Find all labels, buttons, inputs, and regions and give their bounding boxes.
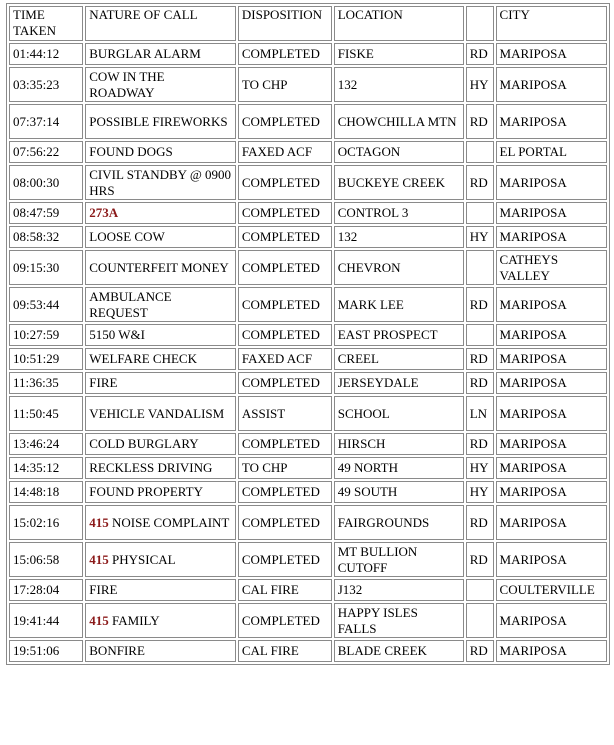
city-cell: COULTERVILLE	[496, 579, 607, 601]
city-cell: MARIPOSA	[496, 481, 607, 503]
nature-text: AMBULANCE REQUEST	[89, 288, 172, 320]
table-row	[9, 324, 607, 346]
nature-cell	[85, 505, 236, 540]
disposition-cell: COMPLETED	[238, 250, 332, 285]
nature-cell	[85, 141, 236, 163]
suffix-cell: RD	[466, 104, 494, 139]
city-cell: MARIPOSA	[496, 396, 607, 431]
nature-cell	[85, 324, 236, 346]
call-log	[6, 3, 610, 665]
call-code: 415	[89, 612, 109, 628]
location-cell: 132	[334, 226, 464, 248]
suffix-cell: RD	[466, 640, 494, 662]
suffix-cell: RD	[466, 372, 494, 394]
time-cell: 08:00:30	[9, 165, 83, 200]
nature-text: FAMILY	[112, 612, 160, 628]
table-row	[9, 348, 607, 370]
nature-text: BURGLAR ALARM	[89, 46, 201, 61]
table-row	[9, 640, 607, 662]
call-code: 415	[89, 551, 109, 567]
suffix-cell: RD	[466, 505, 494, 540]
city-cell: MARIPOSA	[496, 433, 607, 455]
nature-cell	[85, 542, 236, 577]
city-cell: MARIPOSA	[496, 457, 607, 479]
location-cell: CHOWCHILLA MTN	[334, 104, 464, 139]
suffix-cell	[466, 202, 494, 224]
time-cell: 10:51:29	[9, 348, 83, 370]
suffix-cell: RD	[466, 542, 494, 577]
location-cell: HIRSCH	[334, 433, 464, 455]
time-cell: 08:47:59	[9, 202, 83, 224]
nature-text: 5150 W&I	[89, 327, 145, 342]
table-row	[9, 226, 607, 248]
table-row	[9, 505, 607, 540]
nature-text: COUNTERFEIT MONEY	[89, 259, 229, 275]
nature-cell	[85, 396, 236, 431]
city-cell: EL PORTAL	[496, 141, 607, 163]
table-row	[9, 141, 607, 163]
location-cell: BLADE CREEK	[334, 640, 464, 662]
nature-text: FIRE	[89, 582, 118, 597]
header-time-taken: TIME TAKEN	[9, 6, 83, 41]
nature-cell	[85, 287, 236, 322]
city-cell: MARIPOSA	[496, 603, 607, 638]
time-cell: 09:53:44	[9, 287, 83, 322]
disposition-cell: CAL FIRE	[238, 640, 332, 662]
disposition-cell: COMPLETED	[238, 43, 332, 65]
nature-text: VEHICLE VANDALISM	[89, 405, 225, 421]
nature-cell	[85, 457, 236, 479]
nature-text: COLD BURGLARY	[89, 436, 199, 451]
time-cell: 09:15:30	[9, 250, 83, 285]
time-cell: 13:46:24	[9, 433, 83, 455]
time-cell: 01:44:12	[9, 43, 83, 65]
nature-cell	[85, 579, 236, 601]
time-cell: 19:41:44	[9, 603, 83, 638]
suffix-cell	[466, 324, 494, 346]
nature-text: LOOSE COW	[89, 229, 165, 244]
table-row	[9, 250, 607, 285]
suffix-cell: LN	[466, 396, 494, 431]
nature-text: BONFIRE	[89, 643, 145, 658]
header-row	[9, 6, 607, 41]
nature-cell	[85, 250, 236, 285]
location-cell: FISKE	[334, 43, 464, 65]
table-row	[9, 202, 607, 224]
city-cell: MARIPOSA	[496, 226, 607, 248]
city-cell: MARIPOSA	[496, 287, 607, 322]
suffix-cell: HY	[466, 457, 494, 479]
disposition-cell: CAL FIRE	[238, 579, 332, 601]
disposition-cell: COMPLETED	[238, 505, 332, 540]
time-cell: 11:50:45	[9, 396, 83, 431]
nature-text: CIVIL STANDBY @ 0900 HRS	[89, 166, 232, 198]
disposition-cell: COMPLETED	[238, 481, 332, 503]
nature-text: FOUND DOGS	[89, 144, 173, 159]
disposition-cell: COMPLETED	[238, 226, 332, 248]
suffix-cell: HY	[466, 481, 494, 503]
location-cell: CHEVRON	[334, 250, 464, 285]
nature-cell	[85, 433, 236, 455]
suffix-cell	[466, 141, 494, 163]
table-row	[9, 579, 607, 601]
table-row	[9, 67, 607, 102]
suffix-cell: HY	[466, 226, 494, 248]
nature-cell	[85, 43, 236, 65]
nature-cell	[85, 348, 236, 370]
nature-cell	[85, 165, 236, 200]
nature-text: RECKLESS DRIVING	[89, 460, 213, 475]
location-cell: CREEL	[334, 348, 464, 370]
disposition-cell: COMPLETED	[238, 287, 332, 322]
suffix-cell	[466, 579, 494, 601]
city-cell: MARIPOSA	[496, 542, 607, 577]
location-cell: FAIRGROUNDS	[334, 505, 464, 540]
location-cell: 49 SOUTH	[334, 481, 464, 503]
location-cell: MT BULLION CUTOFF	[334, 542, 464, 577]
table-row	[9, 104, 607, 139]
city-cell: MARIPOSA	[496, 324, 607, 346]
nature-text: PHYSICAL	[112, 551, 176, 567]
header-city: CITY	[496, 6, 607, 41]
header-suffix	[466, 6, 494, 41]
suffix-cell: RD	[466, 287, 494, 322]
city-cell: MARIPOSA	[496, 505, 607, 540]
disposition-cell: COMPLETED	[238, 603, 332, 638]
disposition-cell: FAXED ACF	[238, 141, 332, 163]
city-cell: MARIPOSA	[496, 640, 607, 662]
suffix-cell	[466, 250, 494, 285]
nature-cell	[85, 640, 236, 662]
header-nature-of-call: NATURE OF CALL	[85, 6, 236, 41]
call-log-table	[6, 3, 610, 665]
header-disposition: DISPOSITION	[238, 6, 332, 41]
nature-text: FIRE	[89, 375, 118, 390]
location-cell: HAPPY ISLES FALLS	[334, 603, 464, 638]
suffix-cell: HY	[466, 67, 494, 102]
city-cell: MARIPOSA	[496, 348, 607, 370]
table-row	[9, 396, 607, 431]
nature-cell	[85, 202, 236, 224]
time-cell: 07:37:14	[9, 104, 83, 139]
time-cell: 17:28:04	[9, 579, 83, 601]
city-cell: MARIPOSA	[496, 67, 607, 102]
disposition-cell: COMPLETED	[238, 433, 332, 455]
city-cell: MARIPOSA	[496, 372, 607, 394]
location-cell: CONTROL 3	[334, 202, 464, 224]
disposition-cell: TO CHP	[238, 67, 332, 102]
nature-text: WELFARE CHECK	[89, 351, 197, 366]
time-cell: 15:02:16	[9, 505, 83, 540]
city-cell: CATHEYS VALLEY	[496, 250, 607, 285]
suffix-cell: RD	[466, 43, 494, 65]
call-code: 415	[89, 514, 109, 530]
table-row	[9, 287, 607, 322]
nature-text: FOUND PROPERTY	[89, 484, 203, 499]
suffix-cell	[466, 603, 494, 638]
location-cell: OCTAGON	[334, 141, 464, 163]
location-cell: J132	[334, 579, 464, 601]
time-cell: 08:58:32	[9, 226, 83, 248]
nature-cell	[85, 67, 236, 102]
table-row	[9, 165, 607, 200]
location-cell: SCHOOL	[334, 396, 464, 431]
city-cell: MARIPOSA	[496, 202, 607, 224]
time-cell: 10:27:59	[9, 324, 83, 346]
disposition-cell: COMPLETED	[238, 165, 332, 200]
disposition-cell: COMPLETED	[238, 324, 332, 346]
nature-cell	[85, 481, 236, 503]
disposition-cell: ASSIST	[238, 396, 332, 431]
nature-cell	[85, 372, 236, 394]
call-code: 273A	[89, 205, 119, 220]
disposition-cell: COMPLETED	[238, 202, 332, 224]
table-row	[9, 542, 607, 577]
location-cell: MARK LEE	[334, 287, 464, 322]
disposition-cell: COMPLETED	[238, 542, 332, 577]
table-row	[9, 457, 607, 479]
city-cell: MARIPOSA	[496, 165, 607, 200]
nature-text: POSSIBLE FIREWORKS	[89, 113, 228, 129]
time-cell: 19:51:06	[9, 640, 83, 662]
suffix-cell: RD	[466, 433, 494, 455]
nature-cell	[85, 226, 236, 248]
header-location: LOCATION	[334, 6, 464, 41]
time-cell: 15:06:58	[9, 542, 83, 577]
city-cell: MARIPOSA	[496, 43, 607, 65]
time-cell: 14:48:18	[9, 481, 83, 503]
table-row	[9, 372, 607, 394]
suffix-cell: RD	[466, 348, 494, 370]
table-row	[9, 481, 607, 503]
disposition-cell: COMPLETED	[238, 372, 332, 394]
location-cell: JERSEYDALE	[334, 372, 464, 394]
location-cell: 49 NORTH	[334, 457, 464, 479]
table-row	[9, 603, 607, 638]
time-cell: 14:35:12	[9, 457, 83, 479]
location-cell: 132	[334, 67, 464, 102]
disposition-cell: COMPLETED	[238, 104, 332, 139]
disposition-cell: FAXED ACF	[238, 348, 332, 370]
time-cell: 11:36:35	[9, 372, 83, 394]
nature-text: COW IN THE ROADWAY	[89, 68, 165, 100]
city-cell: MARIPOSA	[496, 104, 607, 139]
location-cell: EAST PROSPECT	[334, 324, 464, 346]
time-cell: 07:56:22	[9, 141, 83, 163]
nature-cell	[85, 603, 236, 638]
time-cell: 03:35:23	[9, 67, 83, 102]
nature-text: NOISE COMPLAINT	[112, 514, 230, 530]
suffix-cell: RD	[466, 165, 494, 200]
location-cell: BUCKEYE CREEK	[334, 165, 464, 200]
disposition-cell: TO CHP	[238, 457, 332, 479]
table-row	[9, 43, 607, 65]
nature-cell	[85, 104, 236, 139]
table-row	[9, 433, 607, 455]
